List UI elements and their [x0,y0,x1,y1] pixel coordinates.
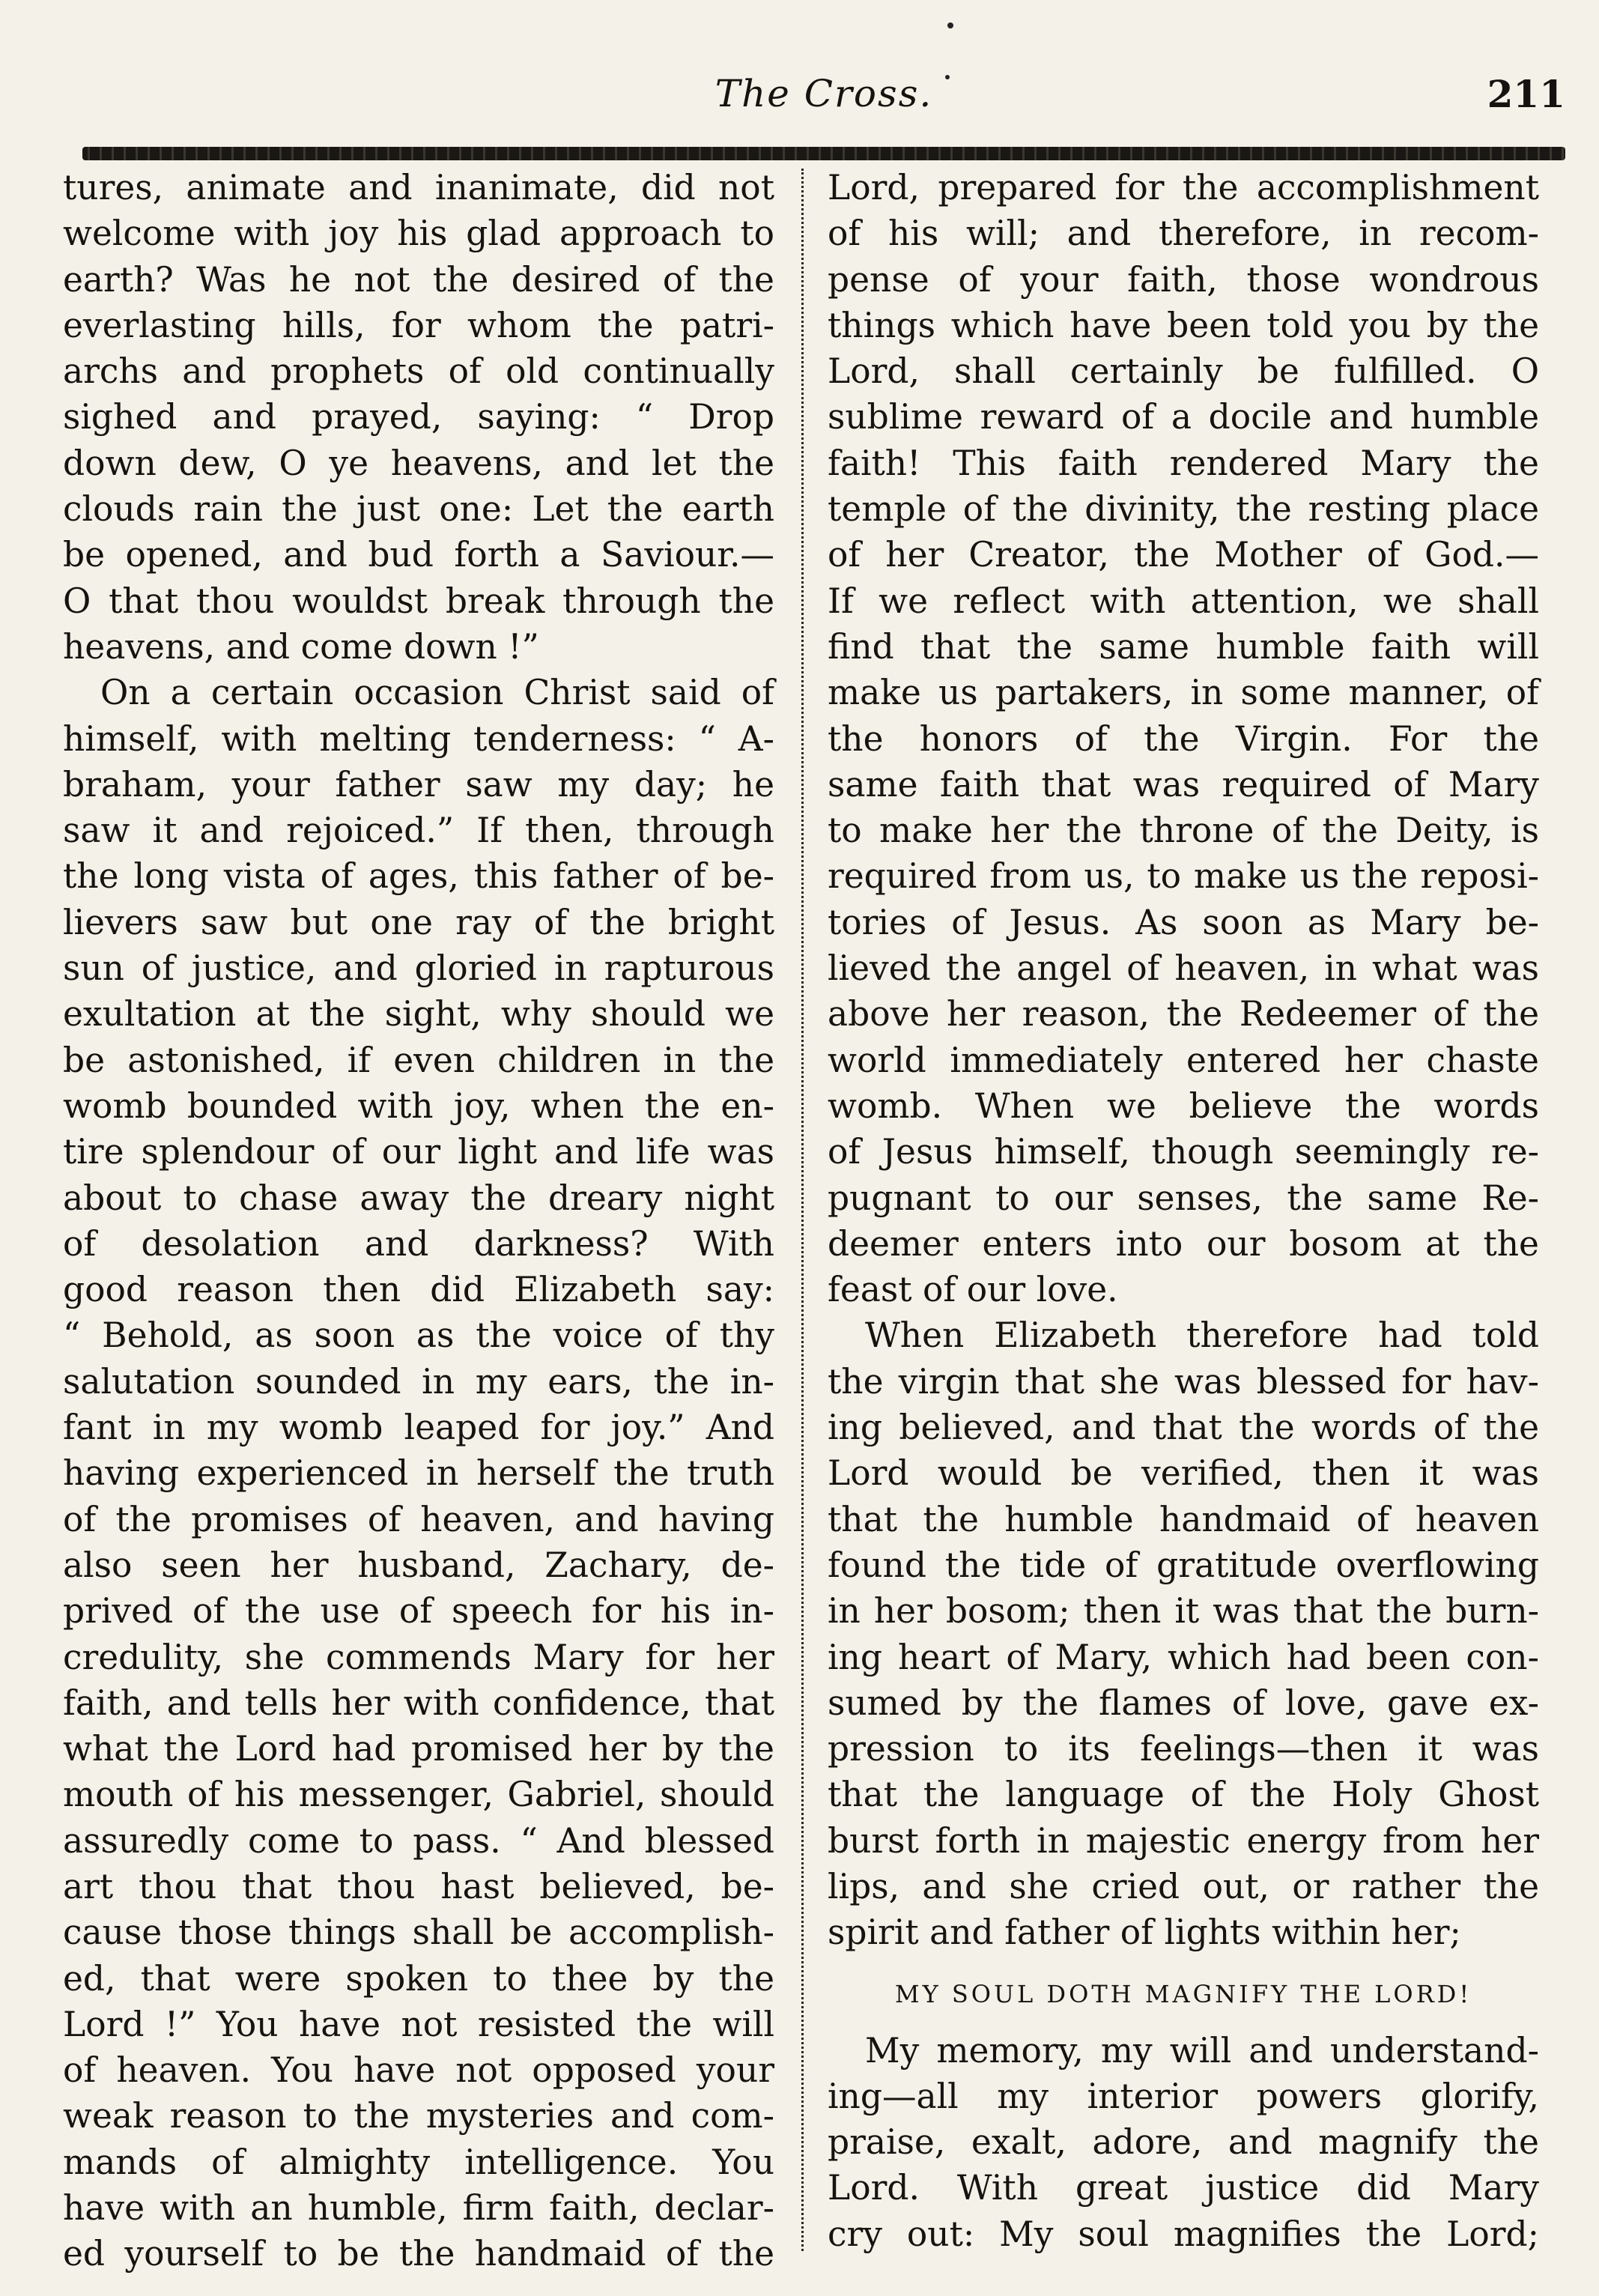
text-line: of his will; and therefore, in recom- [828,213,1539,254]
text-line: of heaven. You have not opposed your [63,2050,774,2091]
text-line: pense of your faith, those wondrous [828,259,1539,300]
text-line: tories of Jesus. As soon as Mary be- [828,902,1539,942]
ink-speck [947,22,953,28]
text-line: be opened, and bud forth a Saviour.— [63,535,774,575]
text-line: Lord, prepared for the accomplishment [828,168,1539,208]
text-line: When Elizabeth therefore had told [865,1315,1539,1356]
text-line: what the Lord had promised her by the [63,1729,774,1769]
header-rule [82,147,1565,160]
text-line: pugnant to our senses, the same Re- [828,1178,1539,1218]
text-line: sun of justice, and gloried in rapturous [63,948,774,989]
text-line: of her Creator, the Mother of God.— [828,535,1539,575]
text-line: tire splendour of our light and life was [63,1132,774,1172]
text-line: tures, animate and inanimate, did not [63,168,774,208]
text-line: of Jesus himself, though seemingly re- [828,1132,1539,1172]
text-line: On a certain occasion Christ said of [100,673,774,713]
text-line: lieved the angel of heaven, in what was [828,948,1539,989]
text-line: womb bounded with joy, when the en- [63,1085,774,1126]
text-line: ing—all my interior powers glorify, [828,2076,1539,2116]
text-line: faith! This faith rendered Mary the [828,443,1539,483]
text-line: the long vista of ages, this father of be- [63,856,774,897]
text-line: cry out: My soul magnifies the Lord; [828,2214,1539,2254]
text-line: earth? Was he not the desired of the [63,259,774,300]
text-line: in her bosom; then it was that the burn- [828,1591,1539,1632]
text-line: fant in my womb leaped for joy.” And [63,1408,774,1448]
text-line: credulity, she commends Mary for her [63,1637,774,1677]
page-number: 211 [1487,72,1565,116]
text-line: temple of the divinity, the resting place [828,489,1539,530]
text-line: required from us, to make us the reposi- [828,856,1539,897]
text-line: also seen her husband, Zachary, de- [63,1545,774,1585]
text-line: assuredly come to pass. “ And blessed [63,1820,774,1861]
text-line: everlasting hills, for whom the patri- [63,305,774,345]
text-line: Lord, shall certainly be fulfilled. O [828,351,1539,392]
text-line: praise, exalt, adore, and magnify the [828,2122,1539,2163]
text-line: My memory, my will and understand- [865,2030,1539,2071]
text-line: that the language of the Holy Ghost [828,1775,1539,1815]
text-line: ing believed, and that the words of the [828,1408,1539,1448]
text-line: If we reflect with attention, we shall [828,581,1539,621]
right-column [828,165,1539,2254]
text-line: lievers saw but one ray of the bright [63,902,774,942]
text-line: deemer enters into our bosom at the [828,1223,1539,1264]
text-line: himself, with melting tenderness: “ A- [63,718,774,759]
text-line: be astonished, if even children in the [63,1040,774,1080]
text-line: about to chase away the dreary night [63,1178,774,1218]
text-line: good reason then did Elizabeth say: [63,1270,774,1310]
text-line: heavens, and come down !” [63,626,539,667]
text-line: of desolation and darkness? With [63,1223,774,1264]
page-header [82,72,1565,139]
right-column-paragraph-3 [828,2028,1539,2257]
text-line: clouds rain the just one: Let the earth [63,489,774,530]
text-line: spirit and father of lights within her; [828,1912,1461,1953]
text-line: mands of almighty intelligence. You [63,2142,774,2182]
text-line: the honors of the Virgin. For the [828,718,1539,759]
right-column-paragraph-1 [828,165,1539,1312]
text-line: sighed and prayed, saying: “ Drop [63,397,774,437]
text-line: welcome with joy his glad approach to [63,213,774,254]
text-line: find that the same humble faith will [828,626,1539,667]
text-line: Lord. With great justice did Mary [828,2168,1539,2208]
text-line: found the tide of gratitude overflowing [828,1545,1539,1585]
text-line: prived of the use of speech for his in- [63,1591,774,1632]
text-line: pression to its feelings—then it was [828,1729,1539,1769]
text-line: mouth of his messenger, Gabriel, should [63,1775,774,1815]
text-line: the virgin that she was blessed for hav- [828,1361,1539,1402]
text-line: sumed by the flames of love, gave ex- [828,1682,1539,1723]
text-line: salutation sounded in my ears, the in- [63,1361,774,1402]
text-line: same faith that was required of Mary [828,764,1539,805]
text-line: having experienced in herself the truth [63,1453,774,1494]
right-column-paragraph-2 [828,1312,1539,1955]
text-line: of the promises of heaven, and having [63,1499,774,1539]
text-line: archs and prophets of old continually [63,351,774,392]
column-divider [801,169,804,2251]
text-line: lips, and she cried out, or rather the [828,1866,1539,1906]
text-line: faith, and tells her with confidence, that [63,1682,774,1723]
text-line: to make her the throne of the Deity, is [828,811,1539,851]
text-line: saw it and rejoiced.” If then, through [63,811,774,851]
text-line: Lord would be verified, then it was [828,1453,1539,1494]
left-column [63,165,774,2274]
running-title: The Cross. [714,72,933,115]
text-line: O that thou wouldst break through the [63,581,774,621]
text-line: art thou that thou hast believed, be- [63,1866,774,1906]
text-line: ed yourself to be the handmaid of the [63,2234,774,2274]
text-line: burst forth in majestic energy from her [828,1820,1539,1861]
text-line: sublime reward of a docile and humble [828,397,1539,437]
text-line: Lord !” You have not resisted the will [63,2004,774,2044]
text-line: feast of our love. [828,1270,1118,1310]
text-line: make us partakers, in some manner, of [828,673,1539,713]
text-line: cause those things shall be accomplish- [63,1912,774,1953]
text-line: braham, your father saw my day; he [63,764,774,805]
text-line: weak reason to the mysteries and com- [63,2096,774,2136]
text-line: “ Behold, as soon as the voice of thy [63,1315,774,1356]
text-line: down dew, O ye heavens, and let the [63,443,774,483]
text-line: that the humble handmaid of heaven [828,1499,1539,1539]
text-line: ed, that were spoken to thee by the [63,1958,774,1999]
section-heading: MY SOUL DOTH MAGNIFY THE LORD! [894,1979,1472,2008]
text-line: womb. When we believe the words [828,1085,1539,1126]
text-line: world immediately entered her chaste [828,1040,1539,1080]
text-line: ing heart of Mary, which had been con- [828,1637,1539,1677]
text-line: have with an humble, firm faith, declar- [63,2188,774,2229]
text-line: exultation at the sight, why should we [63,994,774,1035]
text-line: things which have been told you by the [828,305,1539,345]
text-line: above her reason, the Redeemer of the [828,994,1539,1035]
